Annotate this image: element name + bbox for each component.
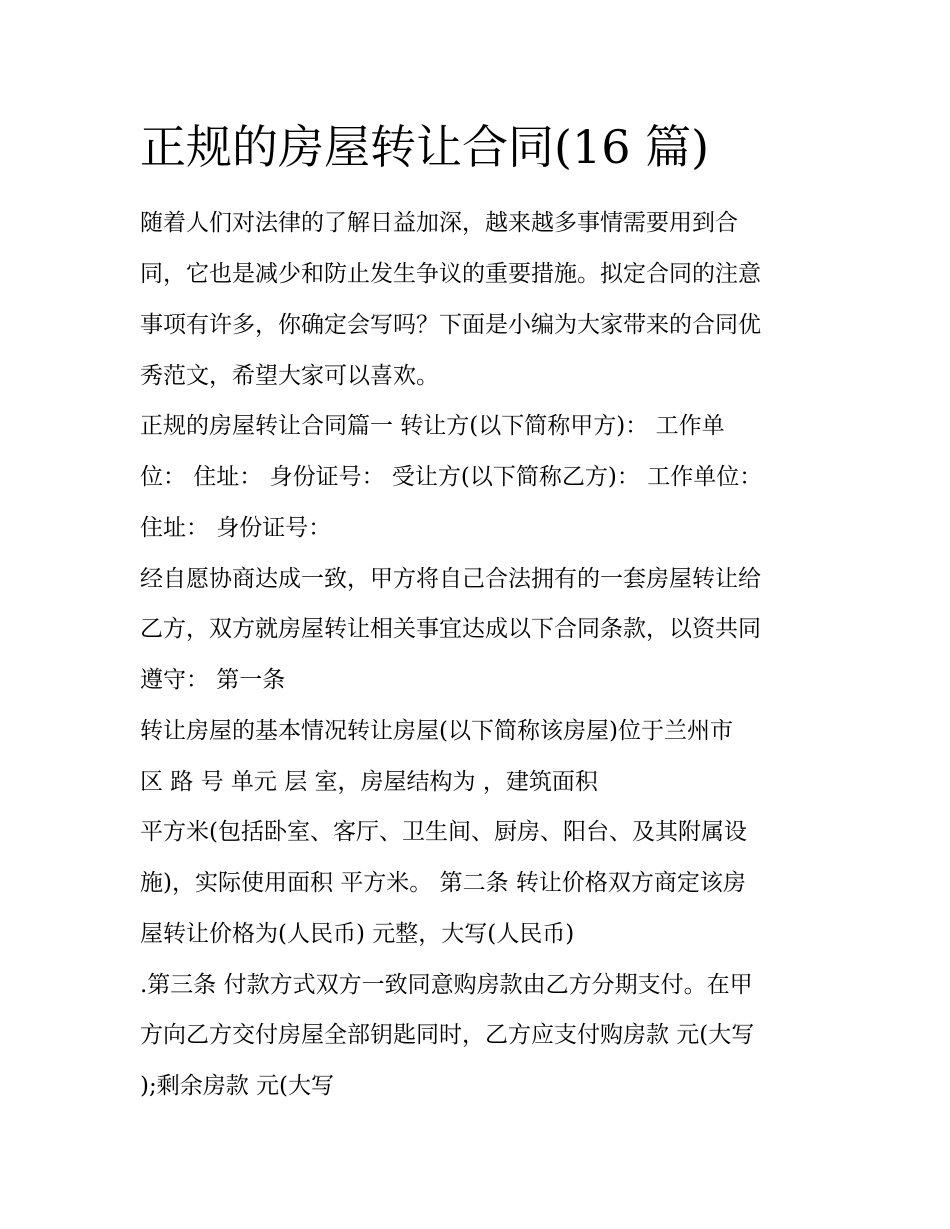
- text-line: 施)，实际使用面积 平方米。 第二条 转让价格双方商定该房: [140, 870, 746, 896]
- text-line: 位： 住址： 身份证号： 受让方(以下简称乙方)： 工作单位：: [140, 464, 763, 490]
- text-line: 乙方，双方就房屋转让相关事宜达成以下合同条款，以资共同: [140, 616, 761, 642]
- text-line: 平方米(包括卧室、客厅、卫生间、厨房、阳台、及其附属设: [140, 819, 747, 845]
- text-line: 正规的房屋转让合同篇一 转让方(以下简称甲方)： 工作单: [140, 413, 725, 439]
- text-line: );剩余房款 元(大写: [140, 1073, 335, 1099]
- text-line: 转让房屋的基本情况转让房屋(以下简称该房屋)位于兰州市: [140, 718, 733, 744]
- text-line: 秀范文，希望大家可以喜欢。: [140, 363, 439, 389]
- text-line: .第三条 付款方式双方一致同意购房款由乙方分期支付。在甲: [140, 972, 753, 998]
- text-line: 同，它也是减少和防止发生争议的重要措施。拟定合同的注意: [140, 261, 761, 287]
- text-line: 遵守： 第一条: [140, 667, 286, 693]
- text-line: 经自愿协商达成一致，甲方将自己合法拥有的一套房屋转让给: [140, 566, 761, 592]
- text-line: 方向乙方交付房屋全部钥匙同时，乙方应支付购房款 元(大写: [140, 1022, 755, 1048]
- text-line: 随着人们对法律的了解日益加深，越来越多事情需要用到合: [140, 210, 738, 236]
- document-title: 正规的房屋转让合同(16 篇): [140, 120, 710, 174]
- text-line: 屋转让价格为(人民币) 元整，大写(人民币): [140, 921, 575, 947]
- text-line: 区 路 号 单元 层 室，房屋结构为 ，建筑面积: [140, 769, 598, 795]
- text-line: 事项有许多，你确定会写吗？下面是小编为大家带来的合同优: [140, 312, 761, 338]
- text-line: 住址： 身份证号：: [140, 515, 332, 541]
